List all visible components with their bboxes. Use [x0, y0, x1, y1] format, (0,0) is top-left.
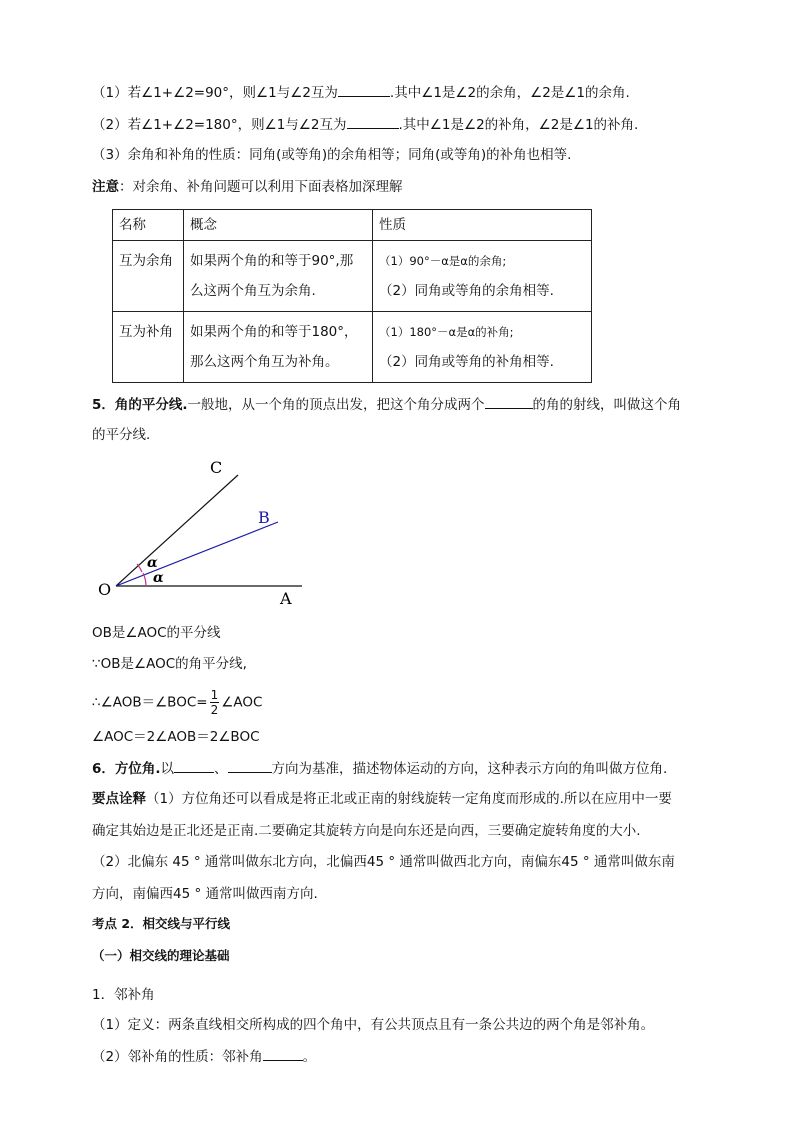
header-property: 性质 — [373, 210, 592, 241]
fraction-numerator: 1 — [210, 688, 219, 702]
key-points-text-2: 确定其始边是正北还是正南.二要确定其旋转方向是向东还是向西，三要确定旋转角度的大小. — [92, 823, 641, 839]
label-alpha-lower: α — [153, 570, 164, 586]
label-b: B — [258, 508, 270, 527]
angle-bisector-figure — [90, 455, 320, 615]
direction-names-text-1: （2）北偏东 45 ° 通常叫做东北方向，北偏西45 ° 通常叫做西北方向，南偏东45 ° 通常叫做东南 — [92, 854, 675, 870]
bisector-text-b: 的角的射线，叫做这个角 — [532, 397, 682, 413]
direction-angle-line — [92, 758, 667, 779]
bisector-statement — [92, 623, 221, 643]
key-points-text-1: （1）方位角还可以看成是将正北或正南的射线旋转一定角度而形成的.所以在应用中一要 — [146, 791, 672, 807]
blank-complementary[interactable] — [338, 82, 390, 97]
direction-names-line-2 — [92, 884, 318, 904]
bisector-title: 5．角的平分线. — [92, 397, 188, 413]
concept-line-1: 如果两个角的和等于90°,那 — [190, 253, 354, 269]
row-property — [373, 241, 592, 312]
therefore-text-b: ∠AOC — [221, 694, 263, 711]
line2-text-a: （2）若∠1+∠2=180°，则∠1与∠2互为 — [92, 117, 347, 133]
fraction-denominator: 2 — [210, 703, 219, 717]
statement-ob: OB是∠AOC的平分线 — [92, 625, 221, 641]
direction-text-b: 方向为基准，描述物体运动的方向，这种表示方向的角叫做方位角. — [271, 761, 668, 777]
concept-line-2: 那么这两个角互为补角。 — [190, 354, 339, 370]
therefore-text-a: ∴∠AOB＝∠BOC= — [92, 694, 208, 711]
kaodian-title — [92, 914, 230, 934]
label-a: A — [280, 589, 292, 608]
concept-line-1: 如果两个角的和等于180°， — [190, 324, 358, 340]
blank-equal[interactable] — [485, 394, 533, 409]
double-angle-line — [92, 727, 260, 747]
bisector-paragraph-line-1 — [92, 394, 681, 415]
direction-text-a: 以 — [160, 761, 175, 777]
property-line — [92, 145, 571, 165]
adjacent-supplementary-property — [92, 1046, 316, 1067]
adjacent-supplementary-definition — [92, 1015, 654, 1035]
because-text: ∵OB是∠AOC的角平分线, — [92, 656, 247, 672]
concept-line-2: 么这两个角互为余角. — [190, 283, 316, 299]
property-line-1: （1）90°－α是α的余角; — [379, 254, 507, 268]
note-line — [92, 177, 403, 197]
direction-sep: 、 — [214, 761, 228, 777]
blank-adjacent-property[interactable] — [263, 1046, 303, 1061]
kaodian-subtitle-text: （一）相交线的理论基础 — [92, 948, 230, 963]
complement-supplement-table — [112, 209, 592, 383]
adjacent-property-text-a: （2）邻补角的性质：邻补角 — [92, 1049, 263, 1065]
row-property — [373, 312, 592, 383]
adjacent-supplementary-heading — [92, 985, 155, 1005]
row-name — [113, 241, 184, 312]
table-row — [113, 241, 592, 312]
header-name: 名称 — [113, 210, 184, 241]
blank-second-direction[interactable] — [228, 758, 272, 773]
line1-text-b: .其中∠1是∠2的余角，∠2是∠1的余角. — [389, 85, 630, 101]
property-line-2: （2）同角或等角的余角相等. — [379, 283, 554, 299]
property-line-2: （2）同角或等角的补角相等. — [379, 354, 554, 370]
key-points-line-2 — [92, 821, 641, 841]
direction-names-line-1 — [92, 852, 675, 872]
adjacent-supplementary-definition-text: （1）定义：两条直线相交所构成的四个角中，有公共顶点且有一条公共边的两个角是邻补角。 — [92, 1017, 655, 1033]
label-alpha-upper: α — [147, 555, 158, 571]
therefore-line — [92, 688, 262, 717]
blank-supplementary[interactable] — [347, 114, 399, 129]
because-line — [92, 654, 247, 674]
key-points-label: 要点诠释 — [92, 791, 146, 807]
adjacent-supplementary-heading-text: 1．邻补角 — [92, 987, 155, 1003]
property-line-1: （1）180°－α是α的补角; — [379, 325, 514, 339]
ray-oc — [116, 475, 238, 586]
blank-north-south[interactable] — [174, 758, 214, 773]
supplementary-definition-line — [92, 114, 638, 135]
kaodian-subtitle — [92, 946, 230, 966]
table-row — [113, 312, 592, 383]
bisector-paragraph-line-2 — [92, 425, 150, 445]
note-label: 注意 — [92, 179, 119, 195]
line3-text: （3）余角和补角的性质：同角(或等角)的余角相等；同角(或等角)的补角也相等. — [92, 147, 572, 163]
label-c: C — [210, 458, 223, 477]
header-concept: 概念 — [184, 210, 373, 241]
row-name — [113, 312, 184, 383]
row-concept — [184, 241, 373, 312]
table-header-row — [113, 210, 592, 241]
note-text: ：对余角、补角问题可以利用下面表格加深理解 — [119, 179, 403, 195]
direction-title: 6．方位角. — [92, 761, 161, 777]
kaodian-title-text: 考点 2．相交线与平行线 — [92, 916, 231, 931]
bisector-text-c: 的平分线. — [92, 427, 151, 443]
line1-text-a: （1）若∠1+∠2=90°，则∠1与∠2互为 — [92, 85, 338, 101]
line2-text-b: .其中∠1是∠2的补角，∠2是∠1的补角. — [398, 117, 639, 133]
row-name-text: 互为余角 — [119, 253, 173, 269]
bisector-text-a: 一般地，从一个角的顶点出发，把这个角分成两个 — [187, 397, 485, 413]
complementary-definition-line — [92, 82, 630, 103]
row-concept — [184, 312, 373, 383]
direction-names-text-2: 方向，南偏西45 ° 通常叫做西南方向. — [92, 886, 318, 902]
fraction-one-half — [210, 688, 220, 717]
key-points-line-1 — [92, 789, 672, 809]
label-o: O — [98, 580, 112, 599]
row-name-text: 互为补角 — [119, 324, 173, 340]
adjacent-property-text-b: 。 — [302, 1049, 317, 1065]
ray-ob — [116, 522, 278, 586]
double-angle-text: ∠AOC＝2∠AOB＝2∠BOC — [92, 729, 260, 745]
